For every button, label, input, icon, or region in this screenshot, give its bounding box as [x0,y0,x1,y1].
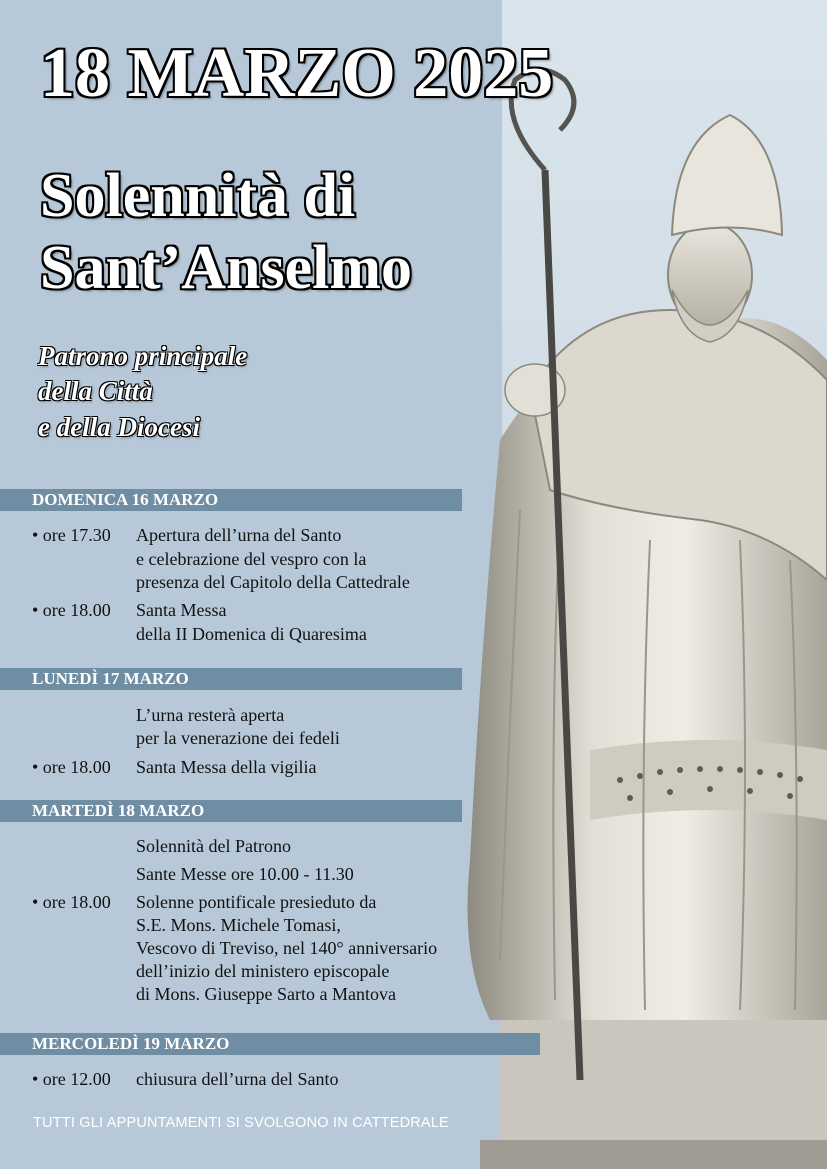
schedule-description: Santa Messa della vigilia [136,757,317,777]
schedule-description: dell’inizio del ministero episcopale [136,961,390,981]
schedule-description: Sante Messe ore 10.00 - 11.30 [136,864,354,884]
schedule-time: • ore 18.00 [32,600,111,620]
schedule-description: Santa Messa [136,600,227,620]
schedule-time: • ore 18.00 [32,757,111,777]
day-header-tuesday: MARTEDÌ 18 MARZO [0,800,462,822]
schedule-time: • ore 12.00 [32,1069,111,1089]
schedule-description: e celebrazione del vespro con la [136,549,367,569]
schedule-description: della II Domenica di Quaresima [136,624,367,644]
schedule-description: per la venerazione dei fedeli [136,728,340,748]
day-header-wednesday: MERCOLEDÌ 19 MARZO [0,1033,540,1055]
schedule-description: di Mons. Giuseppe Sarto a Mantova [136,984,396,1004]
page-title-line2: Sant’Anselmo [40,234,413,302]
schedule-description: Solennità del Patrono [136,836,291,856]
statue-of-saint-anselmo-icon [440,60,827,1169]
subtitle-line2: della Città [38,376,153,406]
schedule-description: chiusura dell’urna del Santo [136,1069,339,1089]
schedule-description: Vescovo di Treviso, nel 140° anniversario [136,938,438,958]
page-title-line1: Solennità di [40,162,356,230]
footer-note: TUTTI GLI APPUNTAMENTI SI SVOLGONO IN CATTEDRALE [33,1115,449,1131]
event-date-title: 18 MARZO 2025 [40,35,554,112]
schedule-description: S.E. Mons. Michele Tomasi, [136,915,341,935]
subtitle-line1: Patrono principale [38,341,248,371]
schedule-description: L’urna resterà aperta [136,705,285,725]
schedule-description: presenza del Capitolo della Cattedrale [136,572,410,592]
day-header-sunday: DOMENICA 16 MARZO [0,489,462,511]
schedule-description: Apertura dell’urna del Santo [136,525,342,545]
schedule-time: • ore 18.00 [32,892,111,912]
subtitle-line3: e della Diocesi [38,412,200,442]
schedule-description: Solenne pontificale presieduto da [136,892,377,912]
day-header-monday: LUNEDÌ 17 MARZO [0,668,462,690]
schedule-time: • ore 17.30 [32,525,111,545]
